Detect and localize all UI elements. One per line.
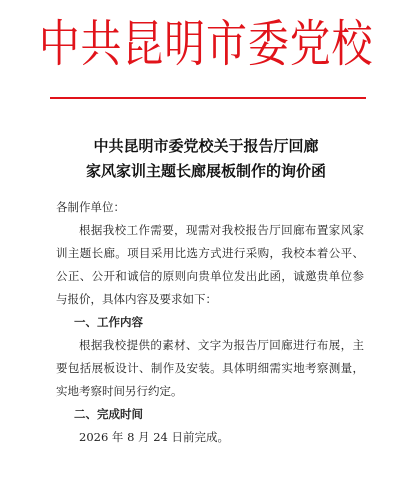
intro-paragraph: 根据我校工作需要，现需对我校报告厅回廊布置家风家训主题长廊。项目采用比选方式进行采购，我校本着公平、公正、公开和诚信的原则向贵单位发出此函，诚邀贵单位参与报价，具体内容及要求如下： [56,223,364,306]
work-content-paragraph: 根据我校提供的素材、文字为报告厅回廊进行布展，主要包括展板设计、制作及安装。具体明细需实地考察测量，实地考察时间另行约定。 [56,338,364,398]
document-title-line-1: 中共昆明市委党校关于报告厅回廊 [93,137,319,155]
document-title-line-2: 家风家训主题长廊展板制作的询价函 [85,162,326,180]
document-title [0,134,412,184]
letterhead-red-rule [50,97,366,99]
section-heading-work-content: 一、工作内容 [74,315,143,329]
section-heading-completion-time: 二、完成时间 [74,407,143,421]
completion-time-paragraph: 2026 年 8 月 24 日前完成。 [79,430,229,444]
letterhead-org-name: 中共昆明市委党校 [38,15,374,73]
salutation: 各制作单位： [56,200,125,214]
document-body [56,196,364,449]
